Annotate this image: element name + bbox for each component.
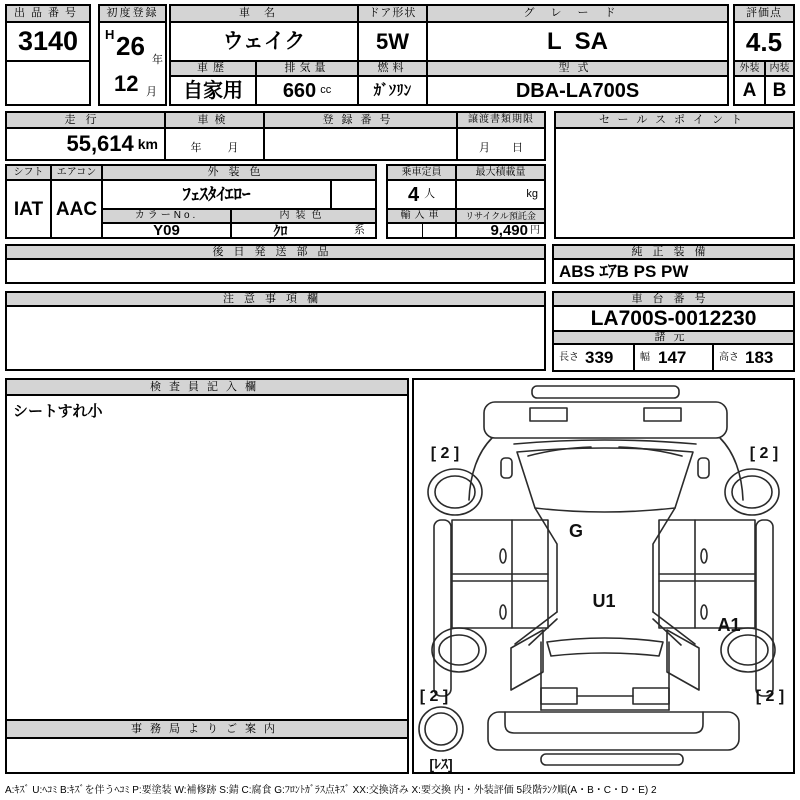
capacity-value: 4 xyxy=(407,183,420,206)
quarter-panel-right xyxy=(667,630,699,690)
max-load-header: 最大積載量 xyxy=(455,164,546,181)
legend-text: A:ｷｽﾞ U:ﾍｺﾐ B:ｷｽﾞを伴うﾍｺﾐ P:要塗装 W:補修跡 S:錆 C:腐食 G:ﾌﾛﾝﾄｶﾞﾗｽ点ｷｽﾞ XX:交換済み X:要交換 内・外装評価 5段階ﾗﾝｸ順(A・B・C・D・E) 2 xyxy=(5,785,657,796)
roof-side-left xyxy=(535,508,557,612)
windshield xyxy=(517,448,693,512)
mirror-left xyxy=(501,458,512,478)
interior-grade-header: 内装 xyxy=(764,60,795,77)
mirror-right xyxy=(698,458,709,478)
front-bumper xyxy=(532,386,679,398)
notes-header: 注意事項欄 xyxy=(5,291,546,307)
later-parts-header: 後日発送部品 xyxy=(5,244,546,260)
headlight-right xyxy=(644,408,681,421)
office-info-box xyxy=(5,737,409,774)
left-rear-door-handle xyxy=(500,605,506,619)
max-load-value-cell xyxy=(455,179,546,210)
door-header: ドア形状 xyxy=(357,4,428,23)
shift-header: シフト xyxy=(5,164,52,181)
auction-no-empty-cell xyxy=(5,60,91,106)
capacity-value-cell xyxy=(386,179,457,210)
spec-width-cell xyxy=(633,343,714,372)
displacement-value: 660 xyxy=(282,79,317,102)
chassis-no-value: LA700S-0012230 xyxy=(552,305,795,332)
import-car-divider xyxy=(422,224,423,237)
int-color-suffix: 系 xyxy=(354,224,365,236)
exterior-grade-value: A xyxy=(733,75,766,106)
grade-header: グレード xyxy=(426,4,729,23)
tire-mark-rear-left: [ 2 ] xyxy=(419,688,449,705)
wheel-rear-left-inner xyxy=(439,635,479,665)
door-value: 5W xyxy=(357,21,428,62)
tire-mark-front-left: [ 2 ] xyxy=(430,445,460,462)
import-car-header: 輸入車 xyxy=(386,208,457,224)
inspector-notes-box: シートすれ小 xyxy=(5,394,409,721)
inspection-value-cell xyxy=(164,127,265,161)
sales-point-header: セールスポイント xyxy=(554,111,795,129)
spec-length-value: 339 xyxy=(585,348,614,367)
damage-mark-right-rear: A1 xyxy=(717,615,741,635)
car-name-value: ウェイク xyxy=(169,21,359,62)
fender-left xyxy=(469,438,492,500)
import-car-value-cell xyxy=(386,222,457,239)
spec-width-value: 147 xyxy=(658,348,687,367)
transfer-day-unit: 日 xyxy=(512,142,523,154)
ext-color-empty-cell xyxy=(330,179,377,210)
headlight-left xyxy=(530,408,567,421)
taillight-left xyxy=(541,688,577,704)
notes-box xyxy=(5,305,546,371)
rear-under-strip xyxy=(541,754,683,765)
history-value: 自家用 xyxy=(169,75,257,106)
right-rear-door-handle xyxy=(701,605,707,619)
wheel-rear-right-inner xyxy=(728,635,768,665)
model-code-value: DBA-LA700S xyxy=(426,75,729,106)
auction-no-header: 出品番号 xyxy=(5,4,91,23)
rear-bumper-inner xyxy=(505,712,703,733)
aircon-value: AAC xyxy=(50,179,103,239)
first-reg-month: 12 xyxy=(114,71,139,96)
first-reg-value-cell xyxy=(98,21,167,106)
reg-no-value xyxy=(263,127,458,161)
wheel-front-right-inner xyxy=(732,476,772,508)
recycle-deposit-value: 9,490 xyxy=(490,222,528,239)
spec-height-label: 高さ xyxy=(719,351,739,363)
cowl-line xyxy=(514,440,696,444)
interior-grade-value: B xyxy=(764,75,795,106)
capacity-unit: 人 xyxy=(424,188,436,200)
equipment-value: ABS ｴｱB PS PW xyxy=(552,258,795,284)
score-value: 4.5 xyxy=(733,21,795,62)
displacement-unit: cc xyxy=(320,84,332,96)
max-load-unit: kg xyxy=(526,188,538,200)
capacity-header: 乗車定員 xyxy=(386,164,457,181)
transfer-deadline-value-cell xyxy=(456,127,546,161)
chassis-no-header: 車台番号 xyxy=(552,291,795,307)
quarter-panel-left xyxy=(511,630,543,690)
office-info-header: 事務局よりご案内 xyxy=(5,719,409,739)
mileage-value-cell xyxy=(5,127,166,161)
hood xyxy=(484,402,727,438)
first-reg-year: 26 xyxy=(116,31,145,61)
int-color-value: ｸﾛ xyxy=(273,222,288,239)
later-parts-box xyxy=(5,258,546,284)
spare-tire-mark: [ﾚｽ] xyxy=(429,756,453,772)
car-name-header: 車名 xyxy=(169,4,359,23)
spec-height-cell xyxy=(712,343,795,372)
inspector-notes-header: 検査員記入欄 xyxy=(5,378,409,396)
score-header: 評価点 xyxy=(733,4,795,23)
car-diagram-box xyxy=(412,378,795,774)
inspection-header: 車検 xyxy=(164,111,265,129)
auction-no-value: 3140 xyxy=(5,21,91,62)
mileage-header: 走行 xyxy=(5,111,166,129)
rear-window xyxy=(547,638,663,656)
taillight-right xyxy=(633,688,669,704)
inspection-month-unit: 月 xyxy=(227,142,239,154)
int-color-value-cell xyxy=(230,222,377,239)
spec-length-cell xyxy=(552,343,635,372)
roof-side-right xyxy=(653,508,675,612)
right-front-door-handle xyxy=(701,549,707,563)
damage-mark-windshield: G xyxy=(568,521,584,541)
first-reg-header: 初度登録 xyxy=(98,4,167,23)
ext-color-value: ﾌｪｽﾀｲｴﾛｰ xyxy=(101,179,332,210)
ext-color-header: 外装色 xyxy=(101,164,377,181)
transfer-month-unit: 月 xyxy=(479,142,490,154)
spec-height-value: 183 xyxy=(745,348,774,367)
color-no-value: Y09 xyxy=(101,222,232,239)
first-reg-month-unit: 月 xyxy=(146,86,157,98)
left-front-door-handle xyxy=(500,549,506,563)
tire-mark-rear-right: [ 2 ] xyxy=(755,688,785,705)
aircon-header: エアコン xyxy=(50,164,103,181)
damage-mark-roof: U1 xyxy=(592,591,616,611)
tire-mark-front-right: [ 2 ] xyxy=(749,445,779,462)
color-no-header: カラーNo. xyxy=(101,208,232,224)
transfer-deadline-header: 譲渡書類期限 xyxy=(456,111,546,129)
fuel-value: ｶﾞｿﾘﾝ xyxy=(357,75,428,106)
int-color-header: 内装色 xyxy=(230,208,377,224)
shift-value: IAT xyxy=(5,179,52,239)
car-diagram xyxy=(414,380,793,772)
displacement-header: 排気量 xyxy=(255,60,359,77)
first-reg-year-unit: 年 xyxy=(152,54,163,66)
first-reg-era: H xyxy=(105,27,115,42)
spare-tire-inner xyxy=(425,713,457,745)
spec-length-label: 長さ xyxy=(559,351,579,363)
grade-value: L SA xyxy=(426,21,729,62)
equipment-header: 純正装備 xyxy=(552,244,795,260)
inspection-year-unit: 年 xyxy=(190,142,202,154)
spec-width-label: 幅 xyxy=(640,351,650,363)
history-header: 車歴 xyxy=(169,60,257,77)
recycle-deposit-header: リサイクル預託金 xyxy=(455,208,546,224)
recycle-deposit-unit: 円 xyxy=(530,224,540,236)
specs-header: 諸元 xyxy=(552,330,795,345)
displacement-value-cell xyxy=(255,75,359,106)
model-code-header: 型式 xyxy=(426,60,729,77)
reg-no-header: 登録番号 xyxy=(263,111,458,129)
recycle-deposit-value-cell xyxy=(455,222,546,239)
sales-point-box xyxy=(554,127,795,239)
fuel-header: 燃料 xyxy=(357,60,428,77)
exterior-grade-header: 外装 xyxy=(733,60,766,77)
mileage-value: 55,614 xyxy=(66,131,134,156)
mileage-unit: km xyxy=(137,136,158,152)
